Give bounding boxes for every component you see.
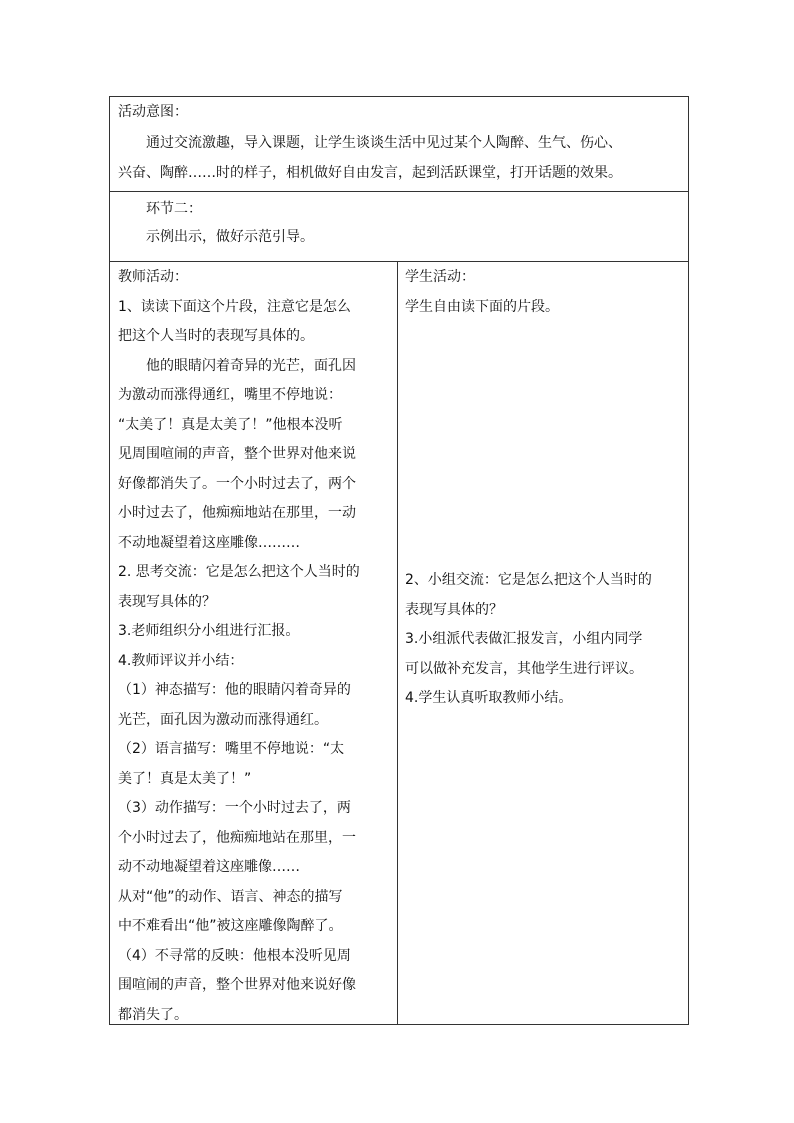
student-spacer bbox=[405, 322, 685, 566]
teacher-line: 2. 思考交流：它是怎么把这个人当时的 bbox=[118, 564, 360, 580]
activity-intent-title: 活动意图： bbox=[118, 104, 188, 120]
teacher-line: 动不动地凝望着这座雕像…… bbox=[118, 859, 300, 875]
step-two-title: 环节二： bbox=[146, 201, 202, 217]
student-line: 2、小组交流：它是怎么把这个人当时的 bbox=[405, 572, 652, 588]
teacher-line: 好像都消失了。一个小时过去了，两个 bbox=[118, 475, 356, 492]
student-line: 4.学生认真听取教师小结。 bbox=[405, 690, 573, 706]
row-divider-1 bbox=[110, 191, 688, 192]
teacher-line: 为激动而涨得通红，嘴里不停地说： bbox=[118, 387, 342, 403]
teacher-line: （4）不寻常的反映：他根本没听见周 bbox=[118, 947, 351, 964]
column-divider bbox=[397, 261, 398, 1024]
teacher-line: （1）神态描写：他的眼睛闪着奇异的 bbox=[118, 682, 351, 698]
teacher-line: 见周围喧闹的声音，整个世界对他来说 bbox=[118, 446, 356, 462]
teacher-activity-title: 教师活动： bbox=[118, 269, 188, 285]
teacher-line: 光芒，面孔因为激动而涨得通红。 bbox=[118, 711, 328, 728]
teacher-line: 不动地凝望着这座雕像……… bbox=[118, 534, 300, 551]
activity-intent-line: 通过交流激趣，导入课题，让学生谈谈生活中见过某个人陶醉、生气、伤心、 bbox=[146, 134, 622, 151]
student-activity-cell bbox=[405, 263, 685, 714]
teacher-line: 3.老师组织分小组进行汇报。 bbox=[118, 623, 300, 639]
teacher-activity-cell bbox=[118, 263, 396, 1030]
row-divider-2 bbox=[110, 261, 688, 262]
teacher-line: “太美了！真是太美了！”他根本没听 bbox=[118, 416, 343, 433]
teacher-line: （3）动作描写：一个小时过去了，两 bbox=[118, 800, 351, 816]
teacher-line: 4.教师评议并小结： bbox=[118, 652, 244, 669]
student-activity-title: 学生活动： bbox=[405, 269, 475, 285]
activity-intent-cell bbox=[118, 97, 684, 189]
teacher-line: 从对“他”的动作、语言、神态的描写 bbox=[118, 888, 343, 905]
teacher-line: （2）语言描写：嘴里不停地说：“太 bbox=[118, 741, 345, 757]
student-line: 3.小组派代表做汇报发言，小组内同学 bbox=[405, 631, 643, 647]
student-line: 可以做补充发言，其他学生进行评议。 bbox=[405, 660, 643, 677]
teacher-line: 围喧闹的声音，整个世界对他来说好像 bbox=[118, 977, 356, 993]
teacher-line: 表现写具体的？ bbox=[118, 593, 216, 610]
student-line: 学生自由读下面的片段。 bbox=[405, 298, 559, 315]
teacher-line: 1、读读下面这个片段，注意它是怎么 bbox=[118, 298, 351, 315]
teacher-line: 把这个人当时的表现写具体的。 bbox=[118, 328, 314, 344]
lesson-plan-table bbox=[109, 96, 689, 1025]
teacher-line: 个小时过去了，他痴痴地站在那里，一 bbox=[118, 829, 356, 846]
teacher-line: 小时过去了，他痴痴地站在那里，一动 bbox=[118, 505, 356, 521]
activity-intent-line: 兴奋、陶醉……时的样子，相机做好自由发言，起到活跃课堂，打开话题的效果。 bbox=[118, 165, 622, 181]
teacher-line: 都消失了。 bbox=[118, 1006, 188, 1023]
teacher-line: 中不难看出“他”被这座雕像陶醉了。 bbox=[118, 918, 343, 934]
teacher-line: 美了！真是太美了！” bbox=[118, 770, 252, 787]
student-line: 表现写具体的？ bbox=[405, 601, 503, 618]
step-two-line: 示例出示，做好示范引导。 bbox=[146, 229, 314, 245]
step-two-cell bbox=[118, 195, 684, 251]
teacher-line: 他的眼睛闪着奇异的光芒，面孔因 bbox=[146, 357, 356, 374]
